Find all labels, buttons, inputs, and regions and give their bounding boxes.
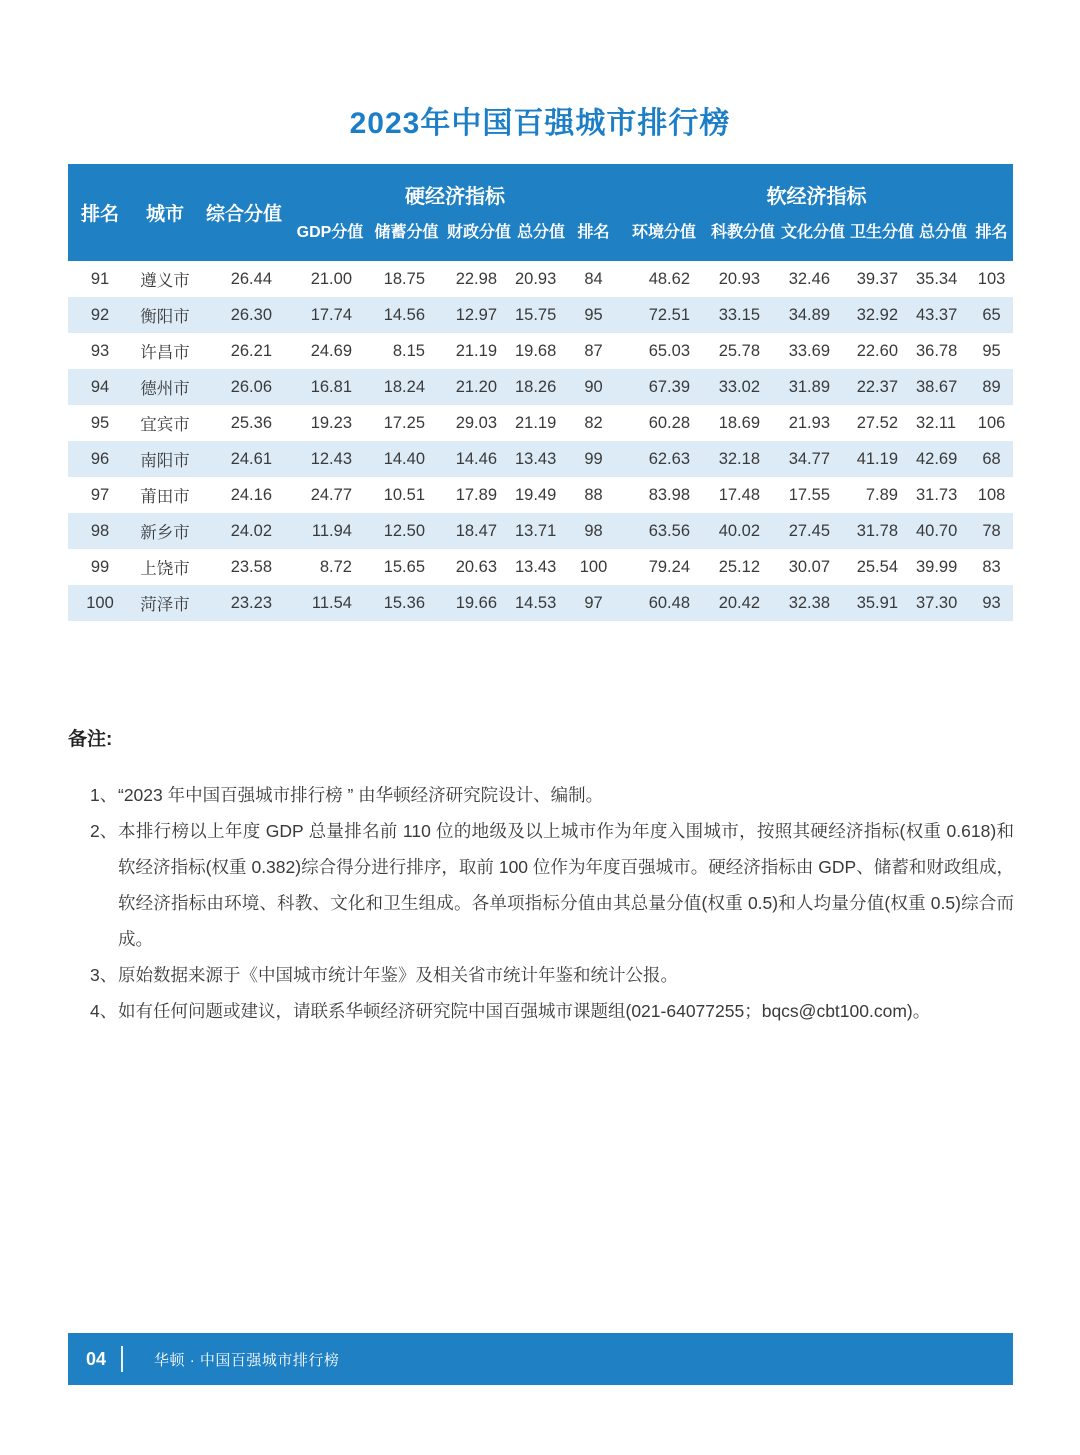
cell-city: 上饶市 <box>140 560 190 578</box>
col-group-soft-economy: 软经济指标 <box>620 164 1013 213</box>
cell-edu-score: 18.69 <box>718 413 760 432</box>
cell-city: 菏泽市 <box>140 596 190 614</box>
table-row <box>68 549 1013 585</box>
cell-edu-score: 20.93 <box>718 269 760 288</box>
sub-header-cell: 环境分值 <box>620 213 708 261</box>
col-header-rank: 排名 <box>68 164 132 261</box>
note-text: 如有任何问题或建议，请联系华顿经济研究院中国百强城市课题组(021-64077255；bqcs@cbt100.com)。 <box>118 1001 931 1021</box>
cell-soft-rank: 89 <box>982 377 1001 396</box>
cell-env-score: 79.24 <box>648 557 690 576</box>
cell-edu-score: 32.18 <box>718 449 760 468</box>
ranking-table <box>68 164 1013 621</box>
cell-composite: 23.58 <box>230 557 272 576</box>
cell-composite: 26.44 <box>230 269 272 288</box>
cell-soft-rank: 95 <box>982 341 1001 360</box>
cell-composite: 23.23 <box>230 593 272 612</box>
notes-section <box>68 724 1014 1029</box>
cell-rank: 95 <box>90 413 110 432</box>
sub-header-cell: 排名 <box>567 213 620 261</box>
cell-env-score: 60.28 <box>648 413 690 432</box>
table-row <box>68 369 1013 405</box>
cell-soft-total-score: 31.73 <box>916 485 958 504</box>
cell-culture-score: 32.38 <box>788 593 830 612</box>
cell-soft-rank: 103 <box>977 269 1006 288</box>
cell-env-score: 63.56 <box>648 521 690 540</box>
note-number: 2、 <box>90 821 118 841</box>
cell-hard-rank: 84 <box>584 269 603 288</box>
cell-city: 衡阳市 <box>140 308 190 326</box>
cell-hard-total-score: 19.68 <box>515 341 557 360</box>
cell-hard-rank: 98 <box>584 521 603 540</box>
cell-fiscal-score: 22.98 <box>455 269 497 288</box>
cell-hard-rank: 88 <box>584 485 603 504</box>
cell-composite: 26.06 <box>230 377 272 396</box>
cell-city: 新乡市 <box>140 524 190 542</box>
cell-savings-score: 18.24 <box>383 377 425 396</box>
cell-gdp-score: 11.54 <box>311 593 352 612</box>
cell-soft-total-score: 37.30 <box>916 593 958 612</box>
cell-soft-total-score: 40.70 <box>916 521 958 540</box>
cell-fiscal-score: 20.63 <box>455 557 497 576</box>
cell-culture-score: 33.69 <box>788 341 830 360</box>
cell-fiscal-score: 29.03 <box>455 413 497 432</box>
sub-header-cell: 储蓄分值 <box>370 213 443 261</box>
cell-hard-total-score: 21.19 <box>515 413 557 432</box>
cell-health-score: 41.19 <box>856 449 898 468</box>
note-item <box>68 777 1014 813</box>
cell-soft-total-score: 43.37 <box>916 305 958 324</box>
cell-savings-score: 10.51 <box>383 485 425 504</box>
cell-soft-rank: 108 <box>977 485 1006 504</box>
cell-hard-total-score: 13.43 <box>515 449 557 468</box>
cell-health-score: 39.37 <box>856 269 898 288</box>
cell-edu-score: 40.02 <box>718 521 760 540</box>
cell-gdp-score: 17.74 <box>310 305 352 324</box>
cell-hard-total-score: 19.49 <box>515 485 557 504</box>
cell-fiscal-score: 12.97 <box>455 305 497 324</box>
cell-savings-score: 12.50 <box>383 521 425 540</box>
cell-composite: 24.02 <box>230 521 272 540</box>
cell-hard-total-score: 13.71 <box>515 521 557 540</box>
col-group-hard-economy: 硬经济指标 <box>290 164 620 213</box>
cell-fiscal-score: 21.19 <box>455 341 497 360</box>
cell-rank: 96 <box>90 449 110 468</box>
note-text: 本排行榜以上年度 GDP 总量排名前 110 位的地级及以上城市作为年度入围城市，按照其硬经济指标(权重 0.618)和软经济指标(权重 0.382)综合得分进行排序，取前 100 位作为年度百强城市。硬经济指标由 GDP、储蓄和财政组成，软经济指标由环境、科教、文化和卫生组成。各单项指标分值由其总量分值(权重 0.5)和人均量分值(权重 0.5)综合而成。 <box>118 821 1014 949</box>
cell-edu-score: 20.42 <box>718 593 760 612</box>
col-header-composite: 综合分值 <box>198 164 290 261</box>
footer-bar <box>68 1333 1013 1385</box>
cell-composite: 26.21 <box>230 341 272 360</box>
cell-health-score: 27.52 <box>856 413 898 432</box>
cell-env-score: 48.62 <box>648 269 690 288</box>
cell-hard-total-score: 13.43 <box>515 557 557 576</box>
cell-composite: 24.61 <box>230 449 272 468</box>
cell-culture-score: 34.89 <box>788 305 830 324</box>
cell-city: 南阳市 <box>140 452 190 470</box>
cell-culture-score: 21.93 <box>788 413 830 432</box>
cell-fiscal-score: 14.46 <box>455 449 497 468</box>
sub-header-cell: 科教分值 <box>708 213 778 261</box>
cell-soft-rank: 68 <box>982 449 1001 468</box>
table-row <box>68 441 1013 477</box>
footer-title: 华顿 · 中国百强城市排行榜 <box>154 1351 340 1369</box>
note-number: 4、 <box>90 1001 118 1021</box>
cell-soft-rank: 78 <box>982 521 1001 540</box>
cell-env-score: 67.39 <box>648 377 690 396</box>
cell-city: 德州市 <box>140 380 190 398</box>
cell-savings-score: 15.36 <box>383 593 425 612</box>
col-header-city: 城市 <box>132 164 198 261</box>
table-row <box>68 297 1013 333</box>
cell-hard-rank: 90 <box>584 377 603 396</box>
cell-soft-total-score: 42.69 <box>916 449 958 468</box>
page-title: 2023年中国百强城市排行榜 <box>349 107 731 140</box>
cell-savings-score: 18.75 <box>383 269 425 288</box>
cell-rank: 98 <box>90 521 110 540</box>
cell-fiscal-score: 17.89 <box>455 485 497 504</box>
note-text: “2023 年中国百强城市排行榜 ” 由华顿经济研究院设计、编制。 <box>118 785 604 805</box>
sub-header-cell: 文化分值 <box>778 213 848 261</box>
table-row <box>68 405 1013 441</box>
sub-header-cell: 财政分值 <box>443 213 515 261</box>
cell-soft-total-score: 32.11 <box>916 413 957 432</box>
cell-edu-score: 33.15 <box>718 305 760 324</box>
sub-header-cell: 卫生分值 <box>848 213 916 261</box>
cell-culture-score: 17.55 <box>788 485 830 504</box>
cell-health-score: 7.89 <box>865 485 898 504</box>
cell-savings-score: 14.40 <box>383 449 425 468</box>
cell-env-score: 72.51 <box>648 305 690 324</box>
note-item <box>68 993 1014 1029</box>
cell-soft-rank: 106 <box>977 413 1006 432</box>
cell-culture-score: 31.89 <box>788 377 830 396</box>
cell-health-score: 31.78 <box>856 521 898 540</box>
cell-rank: 100 <box>86 593 114 612</box>
cell-composite: 25.36 <box>230 413 272 432</box>
cell-soft-rank: 65 <box>982 305 1001 324</box>
cell-hard-rank: 82 <box>584 413 603 432</box>
cell-city: 莆田市 <box>140 488 190 506</box>
cell-gdp-score: 19.23 <box>310 413 352 432</box>
sub-header-cell: 总分值 <box>515 213 567 261</box>
cell-hard-rank: 95 <box>584 305 603 324</box>
cell-gdp-score: 12.43 <box>310 449 352 468</box>
cell-hard-total-score: 15.75 <box>515 305 557 324</box>
cell-gdp-score: 24.69 <box>310 341 352 360</box>
cell-env-score: 65.03 <box>648 341 690 360</box>
cell-hard-total-score: 20.93 <box>515 269 557 288</box>
table-row <box>68 261 1013 297</box>
table-body <box>68 261 1013 621</box>
cell-edu-score: 25.78 <box>718 341 760 360</box>
table-row <box>68 585 1013 621</box>
cell-health-score: 25.54 <box>856 557 898 576</box>
sub-header-cell: GDP分值 <box>290 213 370 261</box>
cell-soft-total-score: 35.34 <box>916 269 958 288</box>
cell-rank: 91 <box>90 269 110 288</box>
sub-header-cell: 总分值 <box>916 213 970 261</box>
sub-header-cell: 排名 <box>970 213 1013 261</box>
cell-rank: 94 <box>90 377 110 396</box>
cell-savings-score: 17.25 <box>383 413 425 432</box>
cell-hard-rank: 97 <box>584 593 603 612</box>
cell-gdp-score: 24.77 <box>310 485 352 504</box>
cell-gdp-score: 8.72 <box>319 557 352 576</box>
cell-soft-rank: 93 <box>982 593 1001 612</box>
cell-hard-total-score: 18.26 <box>515 377 557 396</box>
cell-savings-score: 15.65 <box>383 557 425 576</box>
note-item <box>68 957 1014 993</box>
cell-hard-rank: 87 <box>584 341 603 360</box>
cell-hard-rank: 100 <box>579 557 608 576</box>
cell-gdp-score: 16.81 <box>310 377 352 396</box>
cell-soft-total-score: 36.78 <box>916 341 958 360</box>
cell-edu-score: 33.02 <box>718 377 760 396</box>
cell-edu-score: 17.48 <box>718 485 760 504</box>
cell-health-score: 35.91 <box>856 593 898 612</box>
table-row <box>68 513 1013 549</box>
note-text: 原始数据来源于《中国城市统计年鉴》及相关省市统计年鉴和统计公报。 <box>118 965 678 985</box>
footer-divider <box>121 1346 123 1372</box>
cell-rank: 97 <box>90 485 110 504</box>
note-number: 1、 <box>90 785 118 805</box>
table-header <box>68 164 1013 261</box>
cell-health-score: 22.37 <box>856 377 898 396</box>
cell-env-score: 60.48 <box>648 593 690 612</box>
cell-city: 遵义市 <box>140 272 190 290</box>
cell-composite: 26.30 <box>230 305 272 324</box>
table-row <box>68 477 1013 513</box>
cell-health-score: 32.92 <box>856 305 898 324</box>
cell-edu-score: 25.12 <box>718 557 760 576</box>
notes-list <box>68 777 1014 1029</box>
cell-fiscal-score: 19.66 <box>455 593 497 612</box>
cell-env-score: 62.63 <box>648 449 690 468</box>
cell-rank: 93 <box>90 341 110 360</box>
cell-soft-rank: 83 <box>982 557 1001 576</box>
note-number: 3、 <box>90 965 118 985</box>
cell-gdp-score: 11.94 <box>311 521 352 540</box>
cell-rank: 99 <box>90 557 110 576</box>
cell-culture-score: 27.45 <box>788 521 830 540</box>
notes-label: 备注: <box>68 729 113 750</box>
cell-savings-score: 8.15 <box>392 341 425 360</box>
cell-health-score: 22.60 <box>856 341 898 360</box>
cell-env-score: 83.98 <box>648 485 690 504</box>
cell-hard-total-score: 14.53 <box>515 593 557 612</box>
cell-rank: 92 <box>90 305 110 324</box>
cell-culture-score: 32.46 <box>788 269 830 288</box>
cell-culture-score: 34.77 <box>788 449 830 468</box>
cell-soft-total-score: 39.99 <box>916 557 958 576</box>
cell-fiscal-score: 21.20 <box>455 377 497 396</box>
page-number: 04 <box>86 1348 107 1369</box>
cell-fiscal-score: 18.47 <box>455 521 497 540</box>
cell-composite: 24.16 <box>230 485 272 504</box>
cell-gdp-score: 21.00 <box>310 269 352 288</box>
table-row <box>68 333 1013 369</box>
cell-culture-score: 30.07 <box>788 557 830 576</box>
cell-city: 许昌市 <box>140 344 190 362</box>
cell-city: 宜宾市 <box>140 416 190 434</box>
cell-soft-total-score: 38.67 <box>916 377 958 396</box>
cell-hard-rank: 99 <box>584 449 603 468</box>
note-item <box>68 813 1014 957</box>
cell-savings-score: 14.56 <box>383 305 425 324</box>
